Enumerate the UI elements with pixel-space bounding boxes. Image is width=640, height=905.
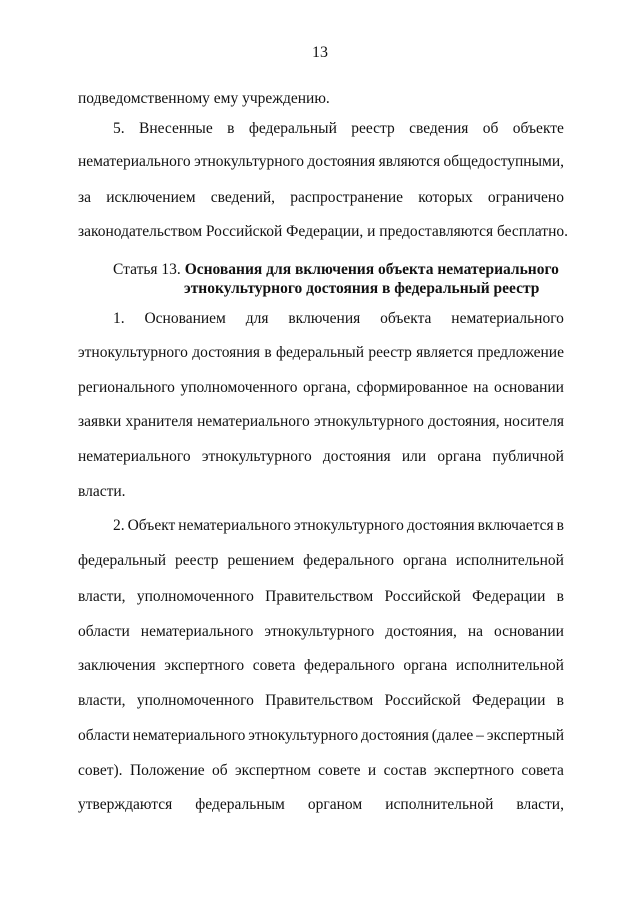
word: власти,	[78, 692, 126, 709]
word: состав	[383, 762, 427, 779]
word: федерального	[303, 657, 395, 674]
word: на	[473, 379, 489, 396]
word: органа	[403, 657, 448, 674]
word: уполномоченного	[180, 379, 298, 396]
word: области	[78, 727, 130, 744]
word: объекте	[512, 120, 564, 137]
word: сведения	[409, 120, 469, 137]
word: экспертный	[486, 727, 564, 744]
word: этнокультурного	[201, 448, 312, 465]
word: федеральный	[78, 552, 167, 569]
word: нематериального	[140, 623, 254, 640]
text-line: власти.	[78, 483, 126, 500]
word: нематериального	[78, 153, 191, 170]
text-line	[78, 152, 564, 172]
text-line	[78, 378, 564, 398]
text-line	[78, 622, 564, 642]
word: исполнительной	[455, 657, 564, 674]
word: в	[556, 588, 564, 605]
word: совета	[521, 762, 564, 779]
word: ограничено	[487, 189, 564, 206]
word: включения	[288, 310, 361, 327]
word: достояния	[406, 517, 475, 534]
article-heading	[113, 260, 559, 280]
word: Внесенные	[139, 120, 213, 137]
word: органа	[402, 552, 447, 569]
word: этнокультурного	[313, 413, 424, 430]
text-line	[78, 447, 564, 467]
text-line: законодательством Российской Федерации, и предоставляются бесплатно.	[78, 223, 568, 240]
word: экспертном	[235, 762, 311, 779]
word: исключением	[106, 189, 196, 206]
word: достояния	[361, 727, 429, 744]
word: утверждаются	[78, 796, 173, 813]
text-line	[78, 726, 564, 746]
word: является	[416, 344, 474, 361]
word: Положение	[129, 762, 205, 779]
word: власти,	[78, 588, 126, 605]
word: которых	[418, 189, 473, 206]
word: власти,	[516, 796, 564, 813]
word: достояния	[192, 344, 260, 361]
word: нематериального	[178, 517, 291, 534]
word: достояния	[307, 153, 376, 170]
word: решением	[227, 552, 295, 569]
word: реестр	[175, 552, 219, 569]
text-line	[78, 412, 564, 432]
word: экспертного	[164, 657, 245, 674]
word: нематериального	[132, 727, 246, 744]
word: совете	[318, 762, 361, 779]
word: нематериального	[451, 310, 564, 327]
word: хранителя	[125, 413, 193, 430]
text-line	[78, 761, 564, 781]
word: в	[227, 120, 235, 137]
word: этнокультурного	[264, 623, 375, 640]
word: уполномоченного	[136, 588, 254, 605]
word: реестр	[368, 344, 412, 361]
text-line: подведомственному ему учреждению.	[78, 90, 330, 107]
word: Правительством	[265, 692, 374, 709]
word: –	[476, 727, 484, 744]
word: заключения	[78, 657, 156, 674]
text-line	[78, 188, 564, 208]
word: распространение	[290, 189, 404, 206]
text-line	[113, 119, 564, 139]
word: органом	[307, 796, 363, 813]
article-title-line2: этнокультурного достояния в федеральный реестр	[184, 280, 540, 297]
text-line	[78, 343, 564, 363]
word: 5.	[113, 120, 125, 137]
text-line	[113, 516, 564, 536]
word: в	[556, 692, 564, 709]
word: уполномоченного	[136, 692, 254, 709]
word: реестр	[351, 120, 395, 137]
word: 1.	[113, 310, 125, 327]
word: основании	[493, 623, 564, 640]
word: публичной	[492, 448, 564, 465]
word: для	[245, 310, 269, 327]
word: об	[482, 120, 499, 137]
word: носителя	[503, 413, 564, 430]
text-line	[78, 587, 564, 607]
word: 2.	[113, 517, 125, 534]
word: предложение	[477, 344, 564, 361]
page-number: 13	[312, 44, 328, 61]
word: регионального	[78, 379, 175, 396]
word: экспертного	[434, 762, 514, 779]
word: нематериального	[78, 448, 191, 465]
text-line	[78, 551, 564, 571]
text-line	[78, 691, 564, 711]
word: достояния,	[428, 413, 500, 430]
word: сведений,	[210, 189, 276, 206]
word: этнокультурного	[78, 344, 188, 361]
word: достояния,	[385, 623, 457, 640]
word: Федерации	[472, 588, 546, 605]
word: являются	[378, 153, 441, 170]
word: Объект	[127, 517, 176, 534]
word: совета	[252, 657, 296, 674]
word: сформированное	[356, 379, 468, 396]
word: нематериального	[197, 413, 310, 430]
word: или	[401, 448, 427, 465]
article-heading-continued	[184, 279, 539, 299]
word: федеральным	[195, 796, 285, 813]
word: федеральный	[275, 344, 365, 361]
word: органа,	[303, 379, 351, 396]
word: достояния	[322, 448, 391, 465]
word: в	[556, 517, 564, 534]
word: об	[212, 762, 228, 779]
word: исполнительной	[455, 552, 564, 569]
word: общедоступными,	[443, 153, 564, 170]
word: за	[78, 189, 92, 206]
word: федеральный	[248, 120, 337, 137]
word: Правительством	[265, 588, 374, 605]
word: совет).	[78, 762, 123, 779]
text-line	[113, 309, 564, 329]
word: (далее	[431, 727, 474, 744]
word: этнокультурного	[194, 153, 304, 170]
word: на	[467, 623, 484, 640]
text-line	[78, 656, 564, 676]
word: Федерации	[472, 692, 546, 709]
word: Основанием	[144, 310, 226, 327]
word: области	[78, 623, 130, 640]
word: исполнительной	[385, 796, 494, 813]
word: этнокультурного	[248, 727, 359, 744]
article-title-line1: Основания для включения объекта нематериального	[184, 261, 559, 278]
word: в	[264, 344, 272, 361]
word: и	[367, 762, 377, 779]
word: федерального	[303, 552, 394, 569]
word: органа	[437, 448, 482, 465]
word: объекта	[380, 310, 432, 327]
article-label: Статья 13.	[113, 261, 181, 278]
word: включается	[477, 517, 554, 534]
word: этнокультурного	[293, 517, 404, 534]
word: Российской	[384, 588, 461, 605]
word: основании	[494, 379, 564, 396]
text-line	[78, 795, 564, 815]
word: заявки	[78, 413, 122, 430]
word: Российской	[384, 692, 461, 709]
